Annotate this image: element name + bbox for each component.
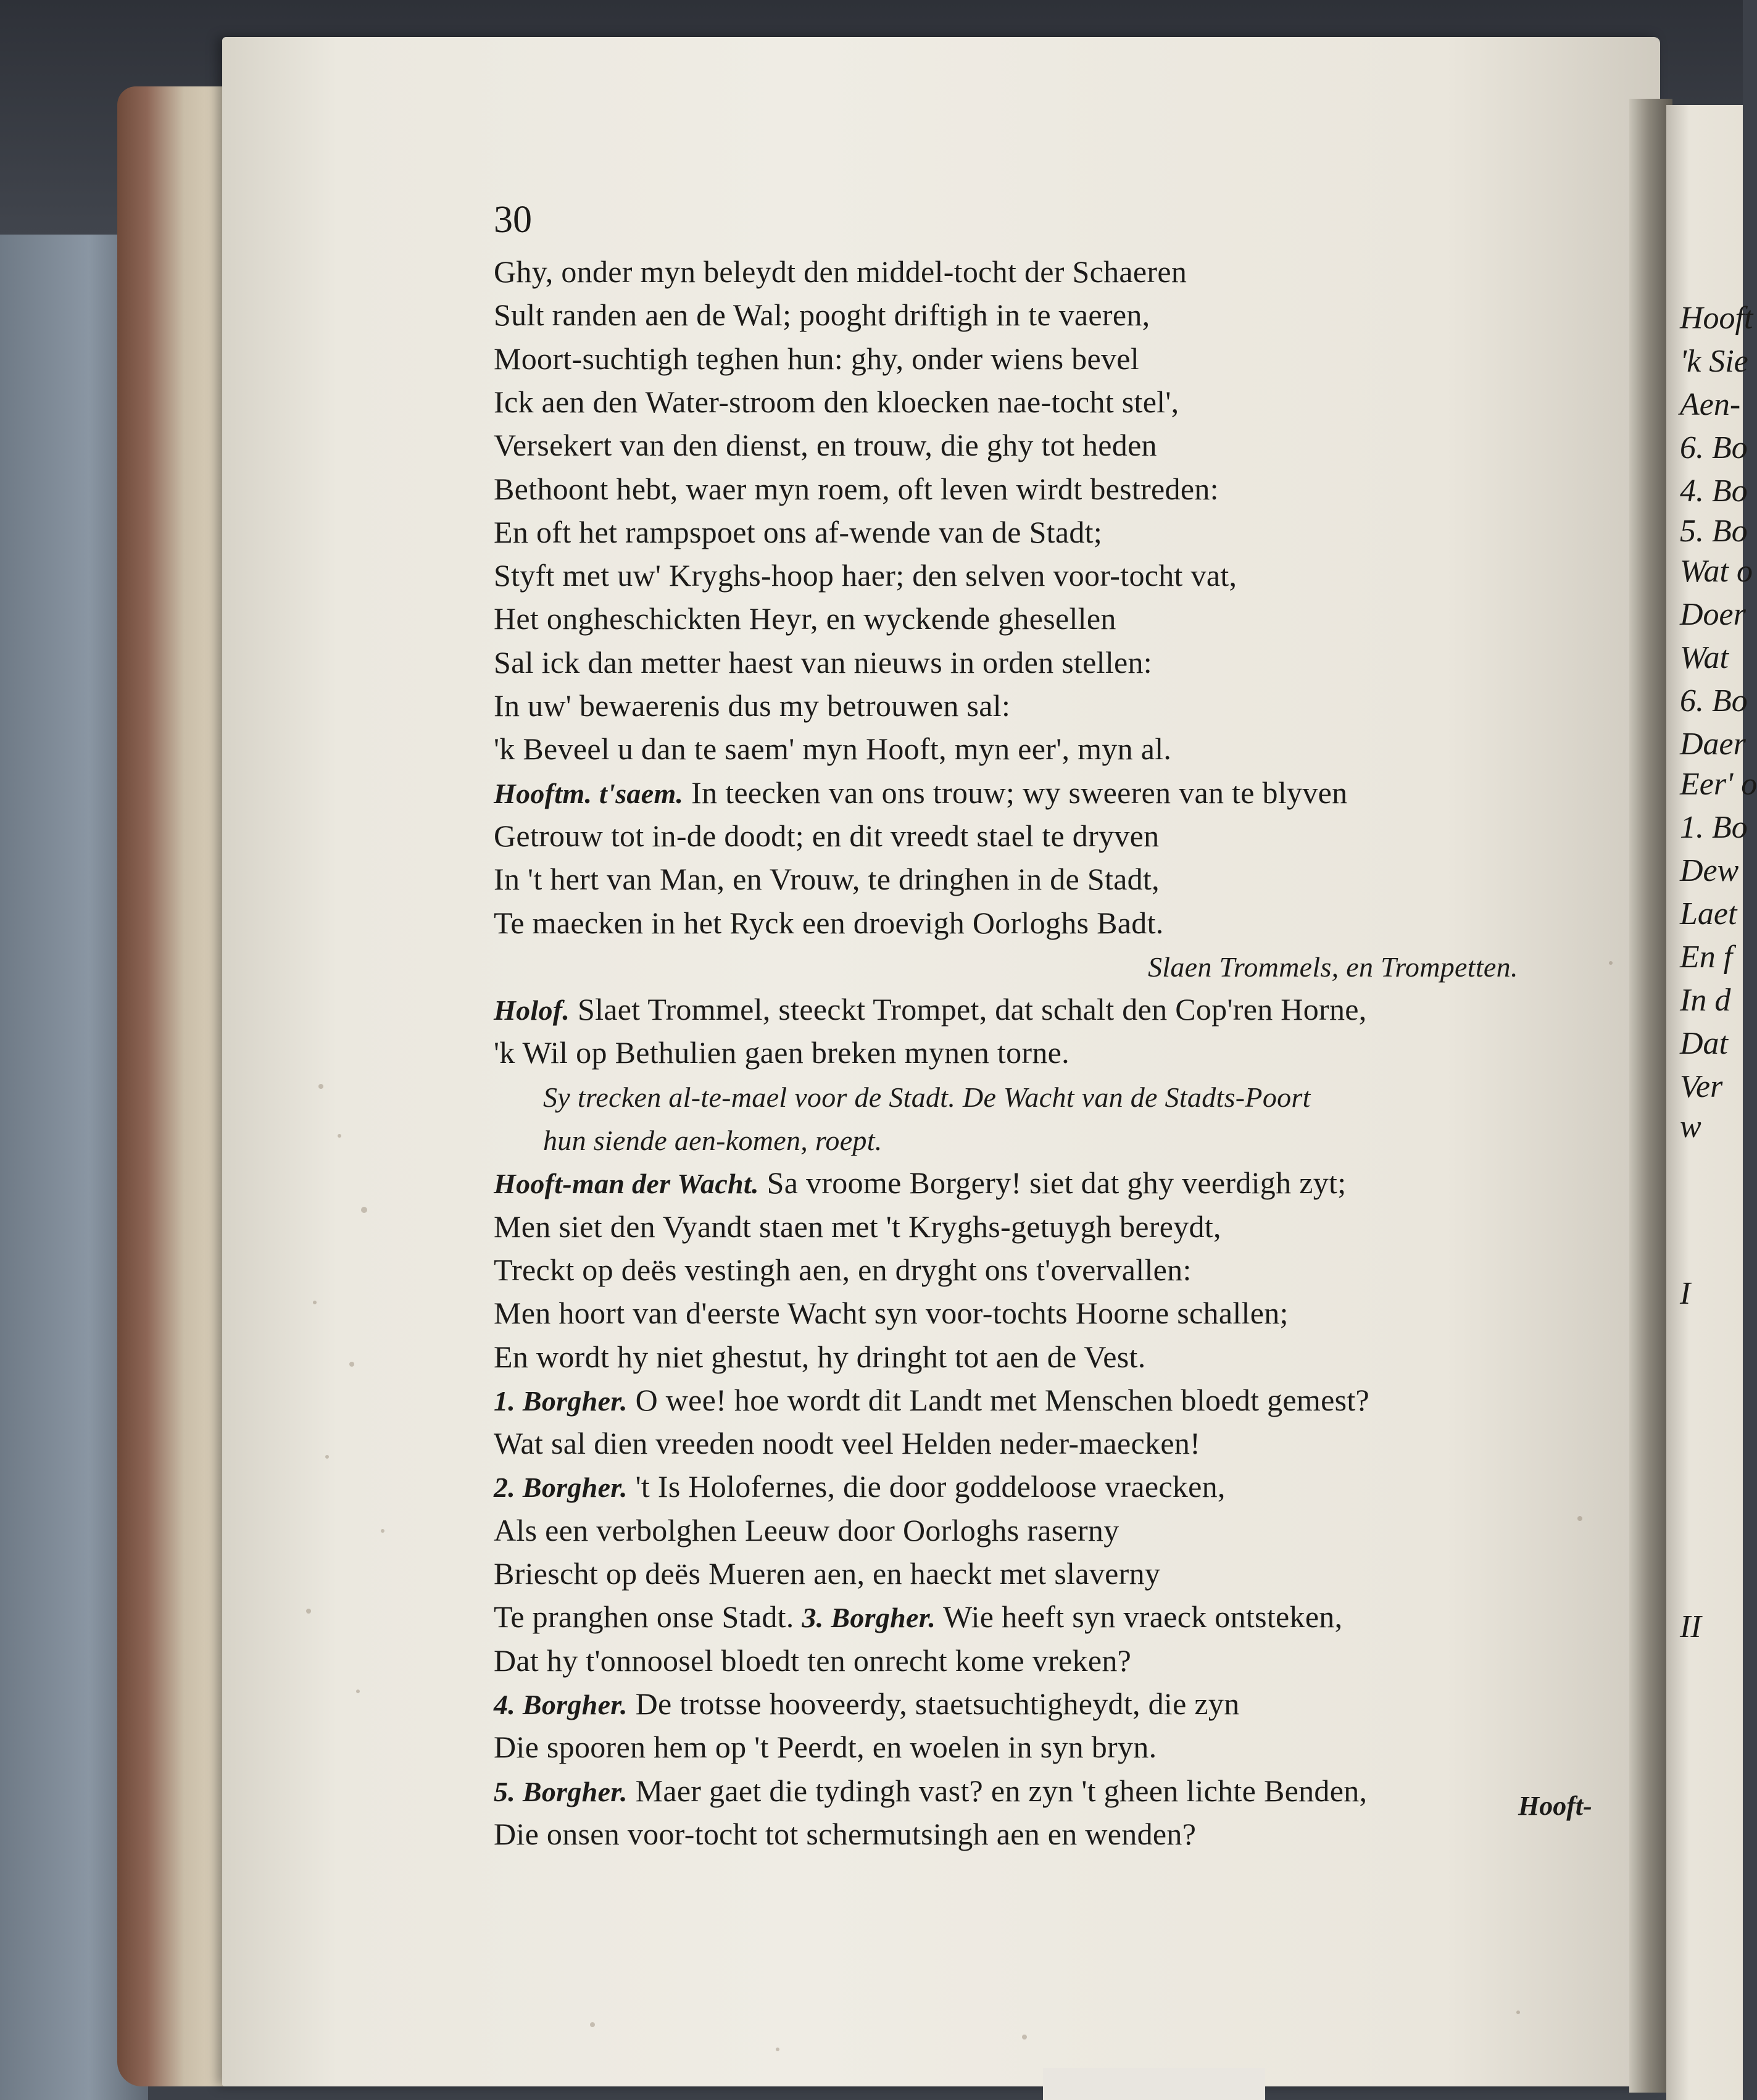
facing-page-fragment: Daer: [1680, 727, 1746, 762]
stage-direction: [543, 1124, 883, 1155]
facing-page-fragment: En f: [1680, 940, 1733, 975]
verse-text-line: Sult randen aen de Wal; pooght driftigh in te vaeren,: [494, 298, 1150, 333]
verse-text-line: In teecken van ons trouw; wy sweeren van te blyven: [691, 775, 1348, 810]
verse-line: [494, 1211, 1221, 1242]
verse-line: [494, 560, 1237, 591]
verse-text-line: 't Is Holofernes, die door goddeloose vraecken,: [635, 1469, 1226, 1504]
verse-line: [494, 1341, 1146, 1372]
verse-line: [494, 994, 1367, 1025]
facing-page-fragment: II: [1680, 1609, 1701, 1644]
verse-line: [494, 907, 1164, 938]
verse-text-line: Te maecken in het Ryck een droevigh Oorloghs Badt.: [494, 905, 1164, 940]
stage-direction: [543, 1081, 1311, 1112]
speaker-name: Hooftm. t'saem.: [494, 777, 684, 809]
facing-page-fragment: In d: [1680, 983, 1731, 1018]
verse-line: [494, 514, 1103, 549]
verse-text-line: Wie heeft syn vraeck ontsteken,: [943, 1599, 1343, 1635]
verse-text-line: Getrouw tot in-de doodt; en dit vreedt stael te dryven: [494, 818, 1160, 853]
verse-line: [494, 1428, 1200, 1459]
verse-line: [494, 731, 1172, 767]
verse-line: [494, 428, 1157, 463]
stage-direction-text: Slaen Trommels, en Trompetten.: [1148, 951, 1518, 983]
verse-line: [494, 1512, 1119, 1548]
verse-text-line: Als een verbolghen Leeuw door Oorloghs raserny: [494, 1512, 1119, 1548]
facing-page-fragment: 1. Bo: [1680, 810, 1748, 845]
facing-page-fragment: Ver: [1680, 1069, 1723, 1104]
verse-text-line: Treckt op deës vestingh aen, en dryght ons t'overvallen:: [494, 1252, 1192, 1287]
stage-direction-text: Sy trecken al-te-mael voor de Stadt. De Wacht van de Stadts-Poort: [543, 1081, 1311, 1113]
verse-line: [494, 862, 1160, 897]
facing-page-fragment: 'k Sie: [1680, 344, 1748, 379]
speaker-name: 1. Borgher.: [494, 1385, 628, 1417]
verse-text-line: Men siet den Vyandt staen met 't Kryghs-getuygh bereydt,: [494, 1209, 1221, 1244]
verse-text-line: Het ongheschickten Heyr, en wyckende ghesellen: [494, 601, 1116, 636]
verse-text-line: Sal ick dan metter haest van nieuws in orden stellen:: [494, 644, 1152, 680]
verse-line: [494, 1165, 1347, 1201]
facing-page-fragment: I: [1680, 1276, 1691, 1311]
facing-page-fragment: Wat o: [1680, 554, 1753, 589]
verse-text-line: Die onsen voor-tocht tot schermutsingh aen en wenden?: [494, 1816, 1197, 1851]
verse-text-line: En oft het rampspoet ons af-wende van de Stadt;: [494, 514, 1103, 549]
paper-tab: [1043, 2068, 1265, 2100]
verse-text-line: Men hoort van d'eerste Wacht syn voor-tochts Hoorne schallen;: [494, 1296, 1289, 1331]
verse-text-line: De trotsse hooveerdy, staetsuchtigheydt, die zyn: [635, 1686, 1240, 1721]
verse-line: [494, 473, 1219, 504]
verse-line: [494, 1296, 1289, 1331]
facing-page-fragment: Dew: [1680, 853, 1739, 888]
verse-line: [494, 256, 1187, 287]
verse-text-line: Wat sal dien vreeden noodt veel Helden neder-maecken!: [494, 1426, 1201, 1461]
verse-line: [494, 603, 1116, 634]
verse-line: [494, 1382, 1370, 1417]
facing-page-fragment: Eer' o: [1680, 767, 1757, 802]
speaker-name: Holof.: [494, 994, 570, 1027]
speaker-name: 4. Borgher.: [494, 1688, 628, 1720]
verse-text-line: In uw' bewaerenis dus my betrouwen sal:: [494, 688, 1011, 723]
verse-text-line: Die spooren hem op 't Peerdt, en woelen in syn bryn.: [494, 1730, 1157, 1765]
verse-text-line: Styft met uw' Kryghs-hoop haer; den selven voor-tocht vat,: [494, 558, 1237, 593]
verse-text-line: Maer gaet die tydingh vast? en zyn 't gheen lichte Benden,: [635, 1773, 1368, 1808]
speaker-name: 5. Borgher.: [494, 1775, 628, 1807]
verse-text-line: Sa vroome Borgery! siet dat ghy veerdigh zyt;: [766, 1165, 1347, 1201]
verse-line: [494, 1816, 1197, 1851]
verse-line: [494, 1688, 1240, 1719]
verse-line: [494, 644, 1152, 680]
verse-line: [494, 1775, 1367, 1806]
speaker-name: 3. Borgher.: [802, 1602, 936, 1634]
verse-text-line: Slaet Trommel, steeckt Trompet, dat schalt den Cop'ren Horne,: [578, 992, 1367, 1027]
verse-line: [494, 1645, 1131, 1676]
stage-direction: [1148, 951, 1518, 981]
verse-line: [494, 820, 1159, 851]
facing-page-fragment: Hooft: [1680, 301, 1753, 336]
stage-direction-text: hun siende aen-komen, roept.: [543, 1125, 883, 1156]
verse-text-line: 'k Wil op Bethulien gaen breken mynen torne.: [494, 1035, 1070, 1070]
facing-page-fragment: w: [1680, 1109, 1701, 1144]
verse-line: [494, 1471, 1226, 1502]
facing-page-edge: [1666, 105, 1757, 2100]
facing-page-fragment: 6. Bo: [1680, 430, 1748, 465]
verse-text-line: 'k Beveel u dan te saem' myn Hooft, myn eer', myn al.: [494, 731, 1172, 767]
facing-page-fragment: Doer: [1680, 597, 1746, 632]
verse-line: [494, 1599, 1343, 1635]
facing-page-fragment: Wat: [1680, 640, 1729, 675]
speaker-name: 2. Borgher.: [494, 1472, 628, 1504]
verse-text-line: Dat hy t'onnoosel bloedt ten onrecht kome vreken?: [494, 1643, 1132, 1678]
verse-text-line: Te pranghen onse Stadt.: [494, 1599, 794, 1635]
verse-text-line: Briescht op deës Mueren aen, en haeckt met slaverny: [494, 1556, 1161, 1591]
facing-page-fragment: Aen-: [1680, 387, 1741, 422]
verse-line: [494, 386, 1179, 417]
verse-text-line: Bethoont hebt, waer myn roem, oft leven wirdt bestreden:: [494, 471, 1219, 506]
verse-line: [494, 1254, 1192, 1285]
verse-line: [494, 690, 1010, 721]
catchword: Hooft-: [1518, 1791, 1592, 1821]
verse-text-line: O wee! hoe wordt dit Landt met Menschen bloedt gemest?: [635, 1382, 1370, 1417]
verse-text-line: In 't hert van Man, en Vrouw, te dringhen in de Stadt,: [494, 862, 1160, 897]
speaker-name: Hooft-man der Wacht.: [494, 1168, 759, 1200]
verse-line: [494, 1558, 1160, 1589]
facing-page-fragment: 4. Bo: [1680, 473, 1748, 509]
facing-page-fragment: 6. Bo: [1680, 683, 1748, 719]
page-number: 30: [494, 199, 532, 241]
verse-text-line: En wordt hy niet ghestut, hy dringht tot aen de Vest.: [494, 1339, 1146, 1374]
verse-text-line: Ghy, onder myn beleydt den middel-tocht der Schaeren: [494, 254, 1187, 289]
facing-page-fragment: Dat: [1680, 1026, 1728, 1061]
facing-page-fragment: Laet: [1680, 896, 1737, 931]
verse-text-line: Ick aen den Water-stroom den kloecken nae-tocht stel',: [494, 384, 1179, 419]
verse-line: [494, 1037, 1070, 1068]
facing-page-fragment: 5. Bo: [1680, 514, 1748, 549]
verse-line: [494, 1730, 1157, 1765]
verse-line: [494, 777, 1347, 808]
verse-line: [494, 343, 1139, 374]
verse-line: [494, 298, 1150, 333]
verse-text-line: Versekert van den dienst, en trouw, die ghy tot heden: [494, 428, 1157, 463]
verse-text-line: Moort-suchtigh teghen hun: ghy, onder wiens bevel: [494, 341, 1139, 376]
